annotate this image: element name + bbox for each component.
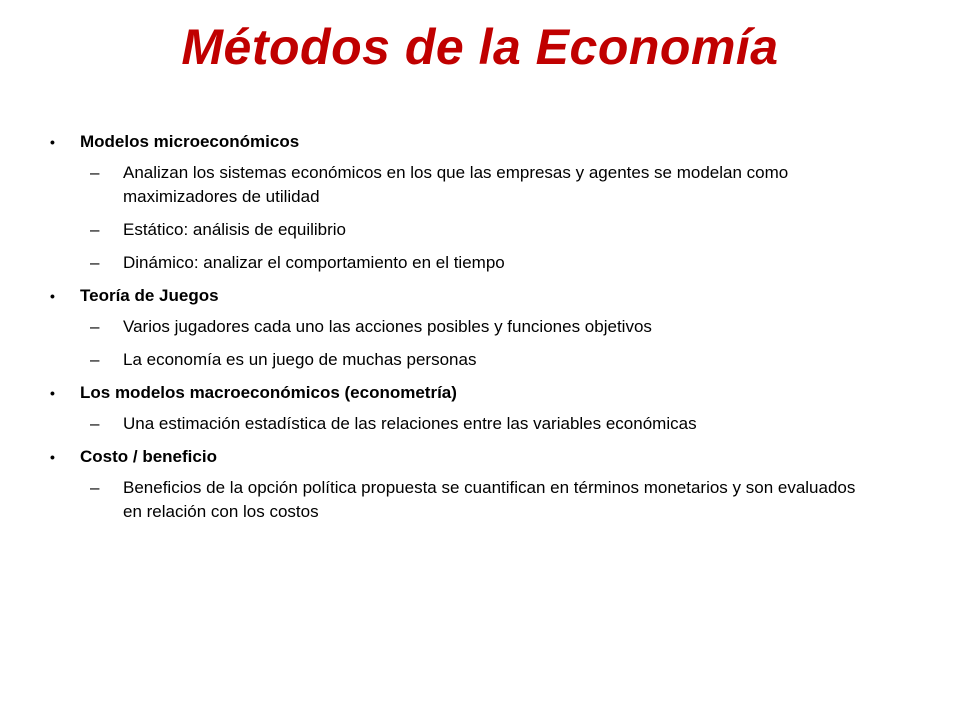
section-heading-text: Los modelos macroeconómicos (econometría)	[80, 383, 457, 402]
sub-item	[90, 476, 908, 524]
section-heading	[48, 284, 908, 308]
sub-item-text: Una estimación estadística de las relaciones entre las variables económicas	[123, 414, 697, 433]
dash-marker: –	[90, 478, 100, 497]
sub-item-text: Varios jugadores cada uno las acciones posibles y funciones objetivos	[123, 317, 652, 336]
sub-item-text: Analizan los sistemas económicos en los que las empresas y agentes se modelan como maximizadores de utilidad	[123, 163, 789, 206]
section-heading	[48, 381, 908, 405]
sub-item	[90, 412, 908, 436]
dash-marker: –	[90, 414, 100, 433]
sub-item	[90, 251, 908, 275]
sub-item	[90, 348, 908, 372]
bullet-marker: •	[50, 385, 55, 401]
dash-marker: –	[90, 317, 100, 336]
bullet-marker: •	[50, 288, 55, 304]
sub-item	[90, 218, 908, 242]
sub-item-text: Dinámico: analizar el comportamiento en el tiempo	[123, 253, 505, 272]
sub-item-text: Estático: análisis de equilibrio	[123, 220, 347, 239]
dash-marker: –	[90, 220, 100, 239]
slide-content	[48, 130, 908, 533]
sub-item-text: Beneficios de la opción política propuesta se cuantifican en términos monetarios y son evaluados en relación con los costos	[123, 478, 856, 521]
section-heading	[48, 445, 908, 469]
section-heading-text: Costo / beneficio	[80, 447, 217, 466]
slide-title: Métodos de la Economía	[181, 19, 779, 75]
section-heading-text: Teoría de Juegos	[80, 286, 219, 305]
sub-item-text: La economía es un juego de muchas personas	[123, 350, 477, 369]
sub-item	[90, 161, 908, 209]
bullet-marker: •	[50, 449, 55, 465]
dash-marker: –	[90, 350, 100, 369]
sub-item	[90, 315, 908, 339]
bullet-marker: •	[50, 134, 55, 150]
section-heading	[48, 130, 908, 154]
dash-marker: –	[90, 163, 100, 182]
section-heading-text: Modelos microeconómicos	[80, 132, 300, 151]
dash-marker: –	[90, 253, 100, 272]
